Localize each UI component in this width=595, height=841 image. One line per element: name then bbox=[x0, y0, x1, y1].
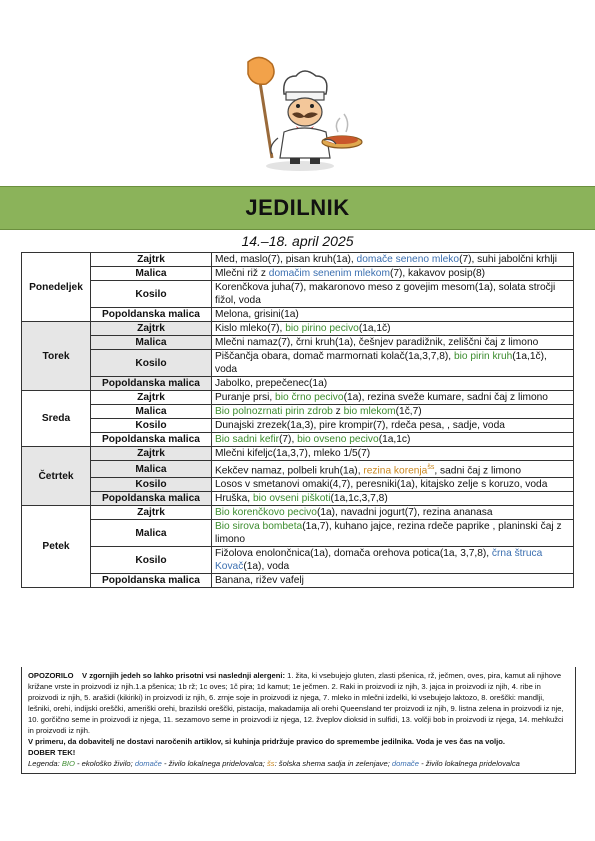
menu-row bbox=[22, 478, 574, 492]
meal-name: Popoldanska malica bbox=[91, 574, 212, 588]
menu-row bbox=[22, 547, 574, 574]
meal-name: Zajtrk bbox=[91, 506, 212, 520]
legend-local: domače bbox=[134, 759, 162, 768]
legend-local-2: domače bbox=[391, 759, 419, 768]
dish-description: Korenčkova juha(7), makaronovo meso z govejim mesom(1a), solata stročji fižol, voda bbox=[212, 281, 574, 308]
dish-description: Puranje prsi, bio črno pecivo(1a), rezina sveže kumare, sadni čaj z limono bbox=[212, 391, 574, 405]
menu-row bbox=[22, 350, 574, 377]
date-range: 14.–18. april 2025 bbox=[241, 233, 354, 249]
legend-label: Legenda: bbox=[28, 759, 60, 768]
meal-name: Kosilo bbox=[91, 547, 212, 574]
menu-row bbox=[22, 267, 574, 281]
day-name: Petek bbox=[22, 506, 91, 588]
dish-description: Banana, rižev vafelj bbox=[212, 574, 574, 588]
dish-description: Mlečni kifeljc(1a,3,7), mleko 1/5(7) bbox=[212, 447, 574, 461]
meal-name: Malica bbox=[91, 267, 212, 281]
closing: DOBER TEK! bbox=[28, 748, 76, 757]
dish-description: Jabolko, prepečenec(1a) bbox=[212, 377, 574, 391]
dish-description: Bio korenčkovo pecivo(1a), navadni jogurt(7), rezina ananasa bbox=[212, 506, 574, 520]
meal-name: Kosilo bbox=[91, 281, 212, 308]
dish-description: Mlečni namaz(7), črni kruh(1a), češnjev paradižnik, zeliščni čaj z limono bbox=[212, 336, 574, 350]
dish-description: Hruška, bio ovseni piškoti(1a,1c,3,7,8) bbox=[212, 492, 574, 506]
allergen-notes bbox=[21, 667, 576, 774]
dish-description: Mlečni riž z domačim senenim mlekom(7), kakavov posip(8) bbox=[212, 267, 574, 281]
menu-row bbox=[22, 461, 574, 478]
meal-name: Malica bbox=[91, 405, 212, 419]
dish-description: Bio sadni kefir(7), bio ovseno pecivo(1a,1c) bbox=[212, 433, 574, 447]
dish-description: Piščančja obara, domač marmornati kolač(1a,3,7,8), bio pirin kruh(1a,1č), voda bbox=[212, 350, 574, 377]
legend-ss: šs bbox=[266, 759, 275, 768]
menu-row bbox=[22, 281, 574, 308]
dish-description: Bio polnozrnati pirin zdrob z bio mlekom(1č,7) bbox=[212, 405, 574, 419]
meal-name: Popoldanska malica bbox=[91, 433, 212, 447]
allergen-intro: V zgornjih jedeh so lahko prisotni vsi naslednji alergeni: bbox=[82, 671, 285, 680]
day-name: Četrtek bbox=[22, 447, 91, 506]
legend-local-2-text: - živilo lokalnega pridelovalca bbox=[418, 759, 520, 768]
dish-description: Med, maslo(7), pisan kruh(1a), domače seneno mleko(7), suhi jabolčni krhlji bbox=[212, 253, 574, 267]
chef-illustration bbox=[238, 54, 368, 172]
dish-description: Bio sirova bombeta(1a,7), kuhano jajce, rezina rdeče paprike , planinski čaj z limono bbox=[212, 520, 574, 547]
menu-row bbox=[22, 506, 574, 520]
legend-ss-text: : šolska shema sadja in zelenjave; bbox=[274, 759, 392, 768]
menu-row bbox=[22, 433, 574, 447]
legend-local-text: - živilo lokalnega pridelovalca; bbox=[161, 759, 267, 768]
meal-name: Malica bbox=[91, 336, 212, 350]
title-band bbox=[0, 186, 595, 230]
meal-name: Kosilo bbox=[91, 350, 212, 377]
menu-row bbox=[22, 520, 574, 547]
disclaimer: V primeru, da dobavitelj ne dostavi naročenih artiklov, si kuhinja pridržuje pravico do spremembe jedilnika. Voda je ves čas na voljo. bbox=[28, 737, 506, 746]
meal-name: Malica bbox=[91, 461, 212, 478]
meal-name: Zajtrk bbox=[91, 253, 212, 267]
meal-name: Zajtrk bbox=[91, 447, 212, 461]
meal-name: Zajtrk bbox=[91, 391, 212, 405]
menu-row bbox=[22, 405, 574, 419]
menu-row bbox=[22, 492, 574, 506]
meal-name: Malica bbox=[91, 520, 212, 547]
menu-table bbox=[21, 252, 574, 588]
dish-description: Melona, grisini(1a) bbox=[212, 308, 574, 322]
meal-name: Kosilo bbox=[91, 478, 212, 492]
dish-description: Kislo mleko(7), bio pirino pecivo(1a,1č) bbox=[212, 322, 574, 336]
menu-row bbox=[22, 253, 574, 267]
day-name: Torek bbox=[22, 322, 91, 391]
menu-row bbox=[22, 419, 574, 433]
meal-name: Popoldanska malica bbox=[91, 492, 212, 506]
meal-name: Kosilo bbox=[91, 419, 212, 433]
meal-name: Popoldanska malica bbox=[91, 377, 212, 391]
dish-description: Losos v smetanovi omaki(4,7), peresniki(1a), kitajsko zelje s koruzo, voda bbox=[212, 478, 574, 492]
legend-bio-text: - ekološko živilo; bbox=[74, 759, 135, 768]
dish-description: Dunajski zrezek(1a,3), pire krompir(7), rdeča pesa, , sadje, voda bbox=[212, 419, 574, 433]
dish-description: Kekčev namaz, polbeli kruh(1a), rezina korenja$^{šs}$, sadni čaj z limono bbox=[212, 461, 574, 478]
legend-bio: BIO bbox=[61, 759, 75, 768]
menu-row bbox=[22, 308, 574, 322]
meal-name: Popoldanska malica bbox=[91, 308, 212, 322]
meal-name: Zajtrk bbox=[91, 322, 212, 336]
day-name: Sreda bbox=[22, 391, 91, 447]
menu-row bbox=[22, 336, 574, 350]
menu-row bbox=[22, 377, 574, 391]
dish-description: Fižolova enolončnica(1a), domača orehova potica(1a, 3,7,8), črna štruca Kovač(1a), voda bbox=[212, 547, 574, 574]
menu-row bbox=[22, 447, 574, 461]
page-title: JEDILNIK bbox=[245, 195, 350, 220]
menu-row bbox=[22, 391, 574, 405]
menu-row bbox=[22, 322, 574, 336]
legend bbox=[28, 758, 569, 769]
day-name: Ponedeljek bbox=[22, 253, 91, 322]
allergen-list: 1. žita, ki vsebujejo gluten, zlasti pšenica, rž, ječmen, oves, pira, kamut ali njihove križane vrste in proizvodi iz njih.1.a pšenica; 1b rž; 1c oves; 1č pira; 1d kamut; 1e ječmen. 2. Raki in proizvodi iz njih, 3. jajca in proizvodi iz njih, 4. ribe in proizvodi iz njih, 5. arašidi (kikiriki) in proizvodi iz njih, 6. zrnje soje in proizvodi iz njega, 7. mleko in mlečni izdelki, ki vsebujejo laktozo, 8. oreščki: mandlji, lešniki, orehi, indijski oreščki, ameriški orehi, brazilski oreščki, pistacija, makadamija ali orehi Queensland ter proizvodi iz njih, 9. listna zelena in proizvodi iz nje, 10. gorčično seme in proizvodi iz njega, 11. sezamovo seme in proizvodi iz njega, 12. žveplov dioksid in sulfidi, 13. volčji bob in proizvodi iz njega, 14. mehkužci in proizvodi iz njih. bbox=[28, 671, 564, 735]
notes-heading: OPOZORILO bbox=[28, 671, 74, 680]
menu-row bbox=[22, 574, 574, 588]
